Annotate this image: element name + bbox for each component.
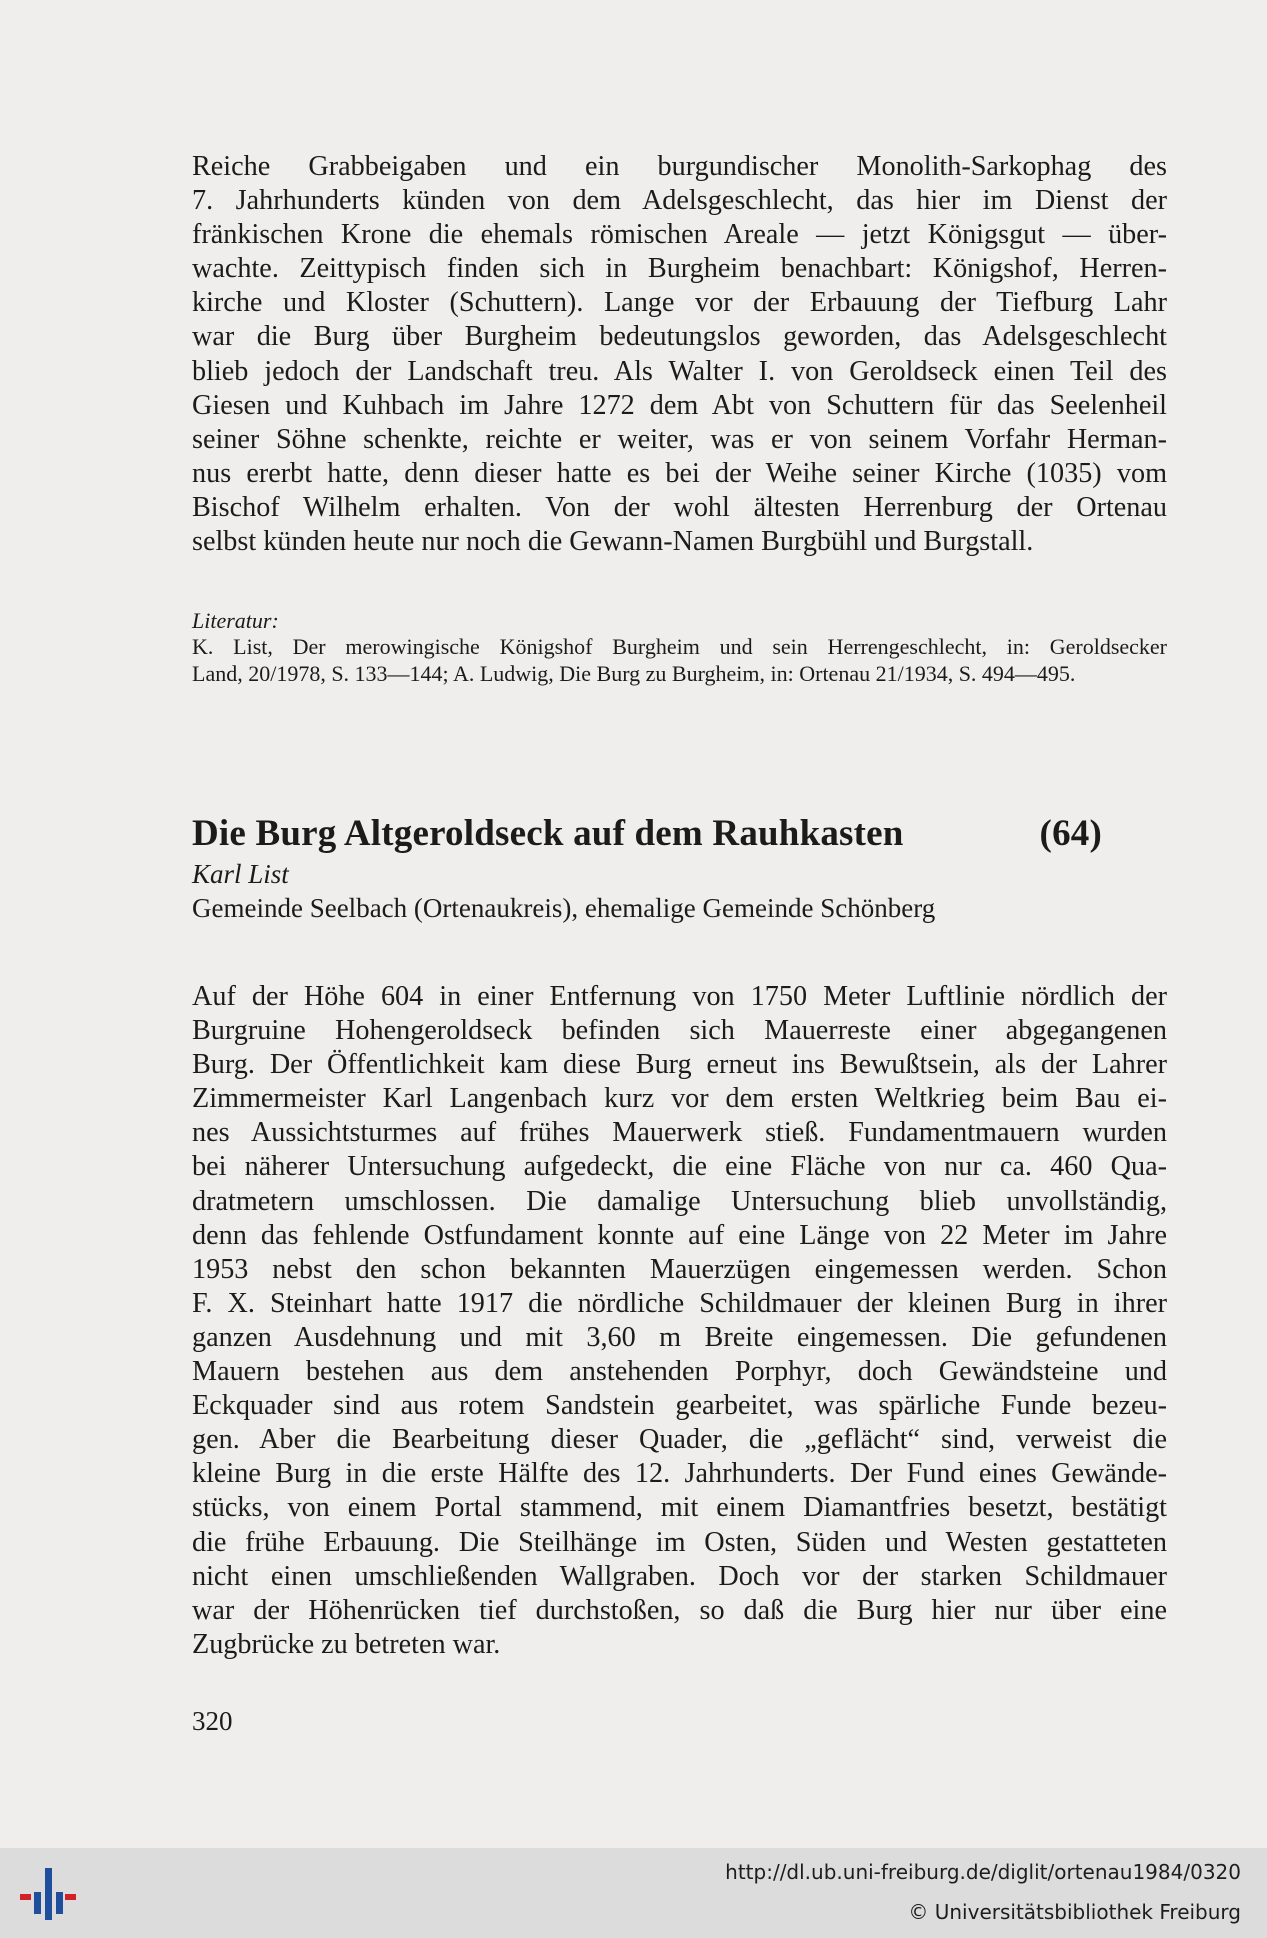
section-number: (64) bbox=[1039, 813, 1102, 854]
text-line: ganzen Ausdehnung und mit 3,60 m Breite eingemessen. Die gefundenen bbox=[192, 1321, 1167, 1353]
text-line: 1953 nebst den schon bekannten Mauerzügen eingemessen werden. Schon bbox=[192, 1253, 1167, 1285]
copyright-text: © Universitätsbibliothek Freiburg bbox=[908, 1900, 1241, 1924]
text-line: Mauern bestehen aus dem anstehenden Porphyr, doch Gewändsteine und bbox=[192, 1356, 1167, 1388]
text-line: fränkischen Krone die ehemals römischen Areale — jetzt Königsgut — über- bbox=[192, 219, 1167, 251]
literature-block bbox=[192, 608, 1167, 687]
text-line: Bischof Wilhelm erhalten. Von der wohl ältesten Herrenburg der Ortenau bbox=[192, 491, 1167, 523]
author: Karl List bbox=[192, 859, 289, 889]
text-line: Burg. Der Öffentlichkeit kam diese Burg erneut ins Bewußtsein, als der Lahrer bbox=[192, 1049, 1167, 1081]
text-line: blieb jedoch der Landschaft treu. Als Walter I. von Geroldseck einen Teil des bbox=[192, 355, 1167, 387]
main-paragraph bbox=[192, 980, 1167, 1662]
section-title: Die Burg Altgeroldseck auf dem Rauhkasten bbox=[192, 813, 904, 854]
location: Gemeinde Seelbach (Ortenaukreis), ehemalige Gemeinde Schönberg bbox=[192, 893, 936, 923]
text-line: bei näherer Untersuchung aufgedeckt, die eine Fläche von nur ca. 460 Qua- bbox=[192, 1151, 1167, 1183]
text-line: nus ererbt hatte, denn dieser hatte es bei der Weihe seiner Kirche (1035) vom bbox=[192, 457, 1167, 489]
text-line: 7. Jahrhunderts künden von dem Adelsgeschlecht, das hier im Dienst der bbox=[192, 185, 1167, 217]
text-line: kirche und Kloster (Schuttern). Lange vor der Erbauung der Tiefburg Lahr bbox=[192, 287, 1167, 319]
literature-line: Land, 20/1978, S. 133—144; A. Ludwig, Die Burg zu Burgheim, in: Ortenau 21/1934, S. 494—495. bbox=[192, 660, 1076, 686]
library-logo-icon bbox=[18, 1862, 78, 1926]
text-line: Reiche Grabbeigaben und ein burgundischer Monolith-Sarkophag des bbox=[192, 151, 1167, 182]
text-line: kleine Burg in die erste Hälfte des 12. Jahrhunderts. Der Fund eines Gewände- bbox=[192, 1458, 1167, 1490]
page-number: 320 bbox=[192, 1706, 233, 1736]
text-line: Zimmermeister Karl Langenbach kurz vor dem ersten Weltkrieg beim Bau ei- bbox=[192, 1083, 1167, 1115]
intro-paragraph bbox=[192, 150, 1167, 559]
text-line: denn das fehlende Ostfundament konnte auf eine Länge von 22 Meter im Jahre bbox=[192, 1219, 1167, 1251]
text-line: nicht einen umschließenden Wallgraben. Doch vor der starken Schildmauer bbox=[192, 1560, 1167, 1592]
text-line: gen. Aber die Bearbeitung dieser Quader, die „geflächt“ sind, verweist die bbox=[192, 1424, 1167, 1456]
text-line: dratmetern umschlossen. Die damalige Untersuchung blieb unvollständig, bbox=[192, 1185, 1167, 1217]
text-line: nes Aussichtsturmes auf frühes Mauerwerk stieß. Fundamentmauern wurden bbox=[192, 1117, 1167, 1149]
literature-heading: Literatur: bbox=[192, 608, 279, 633]
text-line: die frühe Erbauung. Die Steilhänge im Osten, Süden und Westen gestatteten bbox=[192, 1526, 1167, 1558]
text-line: seiner Söhne schenkte, reichte er weiter, was er von seinem Vorfahr Herman- bbox=[192, 423, 1167, 455]
text-line: F. X. Steinhart hatte 1917 die nördliche Schildmauer der kleinen Burg in ihrer bbox=[192, 1287, 1167, 1319]
text-line: Burgruine Hohengeroldseck befinden sich Mauerreste einer abgegangenen bbox=[192, 1015, 1167, 1047]
section-title-row bbox=[192, 812, 1102, 856]
text-line: Auf der Höhe 604 in einer Entfernung von 1750 Meter Luftlinie nördlich der bbox=[192, 981, 1167, 1012]
document-url-link[interactable]: http://dl.ub.uni-freiburg.de/diglit/ortenau1984/0320 bbox=[725, 1860, 1241, 1884]
text-line: Eckquader sind aus rotem Sandstein gearbeitet, was spärliche Funde bezeu- bbox=[192, 1390, 1167, 1422]
literature-line: K. List, Der merowingische Königshof Burgheim und sein Herrengeschlecht, in: Geroldsecker bbox=[192, 634, 1167, 659]
text-line: war die Burg über Burgheim bedeutungslos geworden, das Adelsgeschlecht bbox=[192, 321, 1167, 353]
text-line: selbst künden heute nur noch die Gewann-Namen Burgbühl und Burgstall. bbox=[192, 526, 1034, 558]
text-line: war der Höhenrücken tief durchstoßen, so daß die Burg hier nur über eine bbox=[192, 1594, 1167, 1626]
section-header bbox=[192, 812, 1167, 924]
text-line: Giesen und Kuhbach im Jahre 1272 dem Abt von Schuttern für das Seelenheil bbox=[192, 389, 1167, 421]
text-line: Zugbrücke zu betreten war. bbox=[192, 1628, 501, 1660]
text-line: wachte. Zeittypisch finden sich in Burgheim benachbart: Königshof, Herren- bbox=[192, 253, 1167, 285]
text-line: stücks, von einem Portal stammend, mit einem Diamantfries besetzt, bestätigt bbox=[192, 1492, 1167, 1524]
footer-bar bbox=[0, 1848, 1267, 1938]
